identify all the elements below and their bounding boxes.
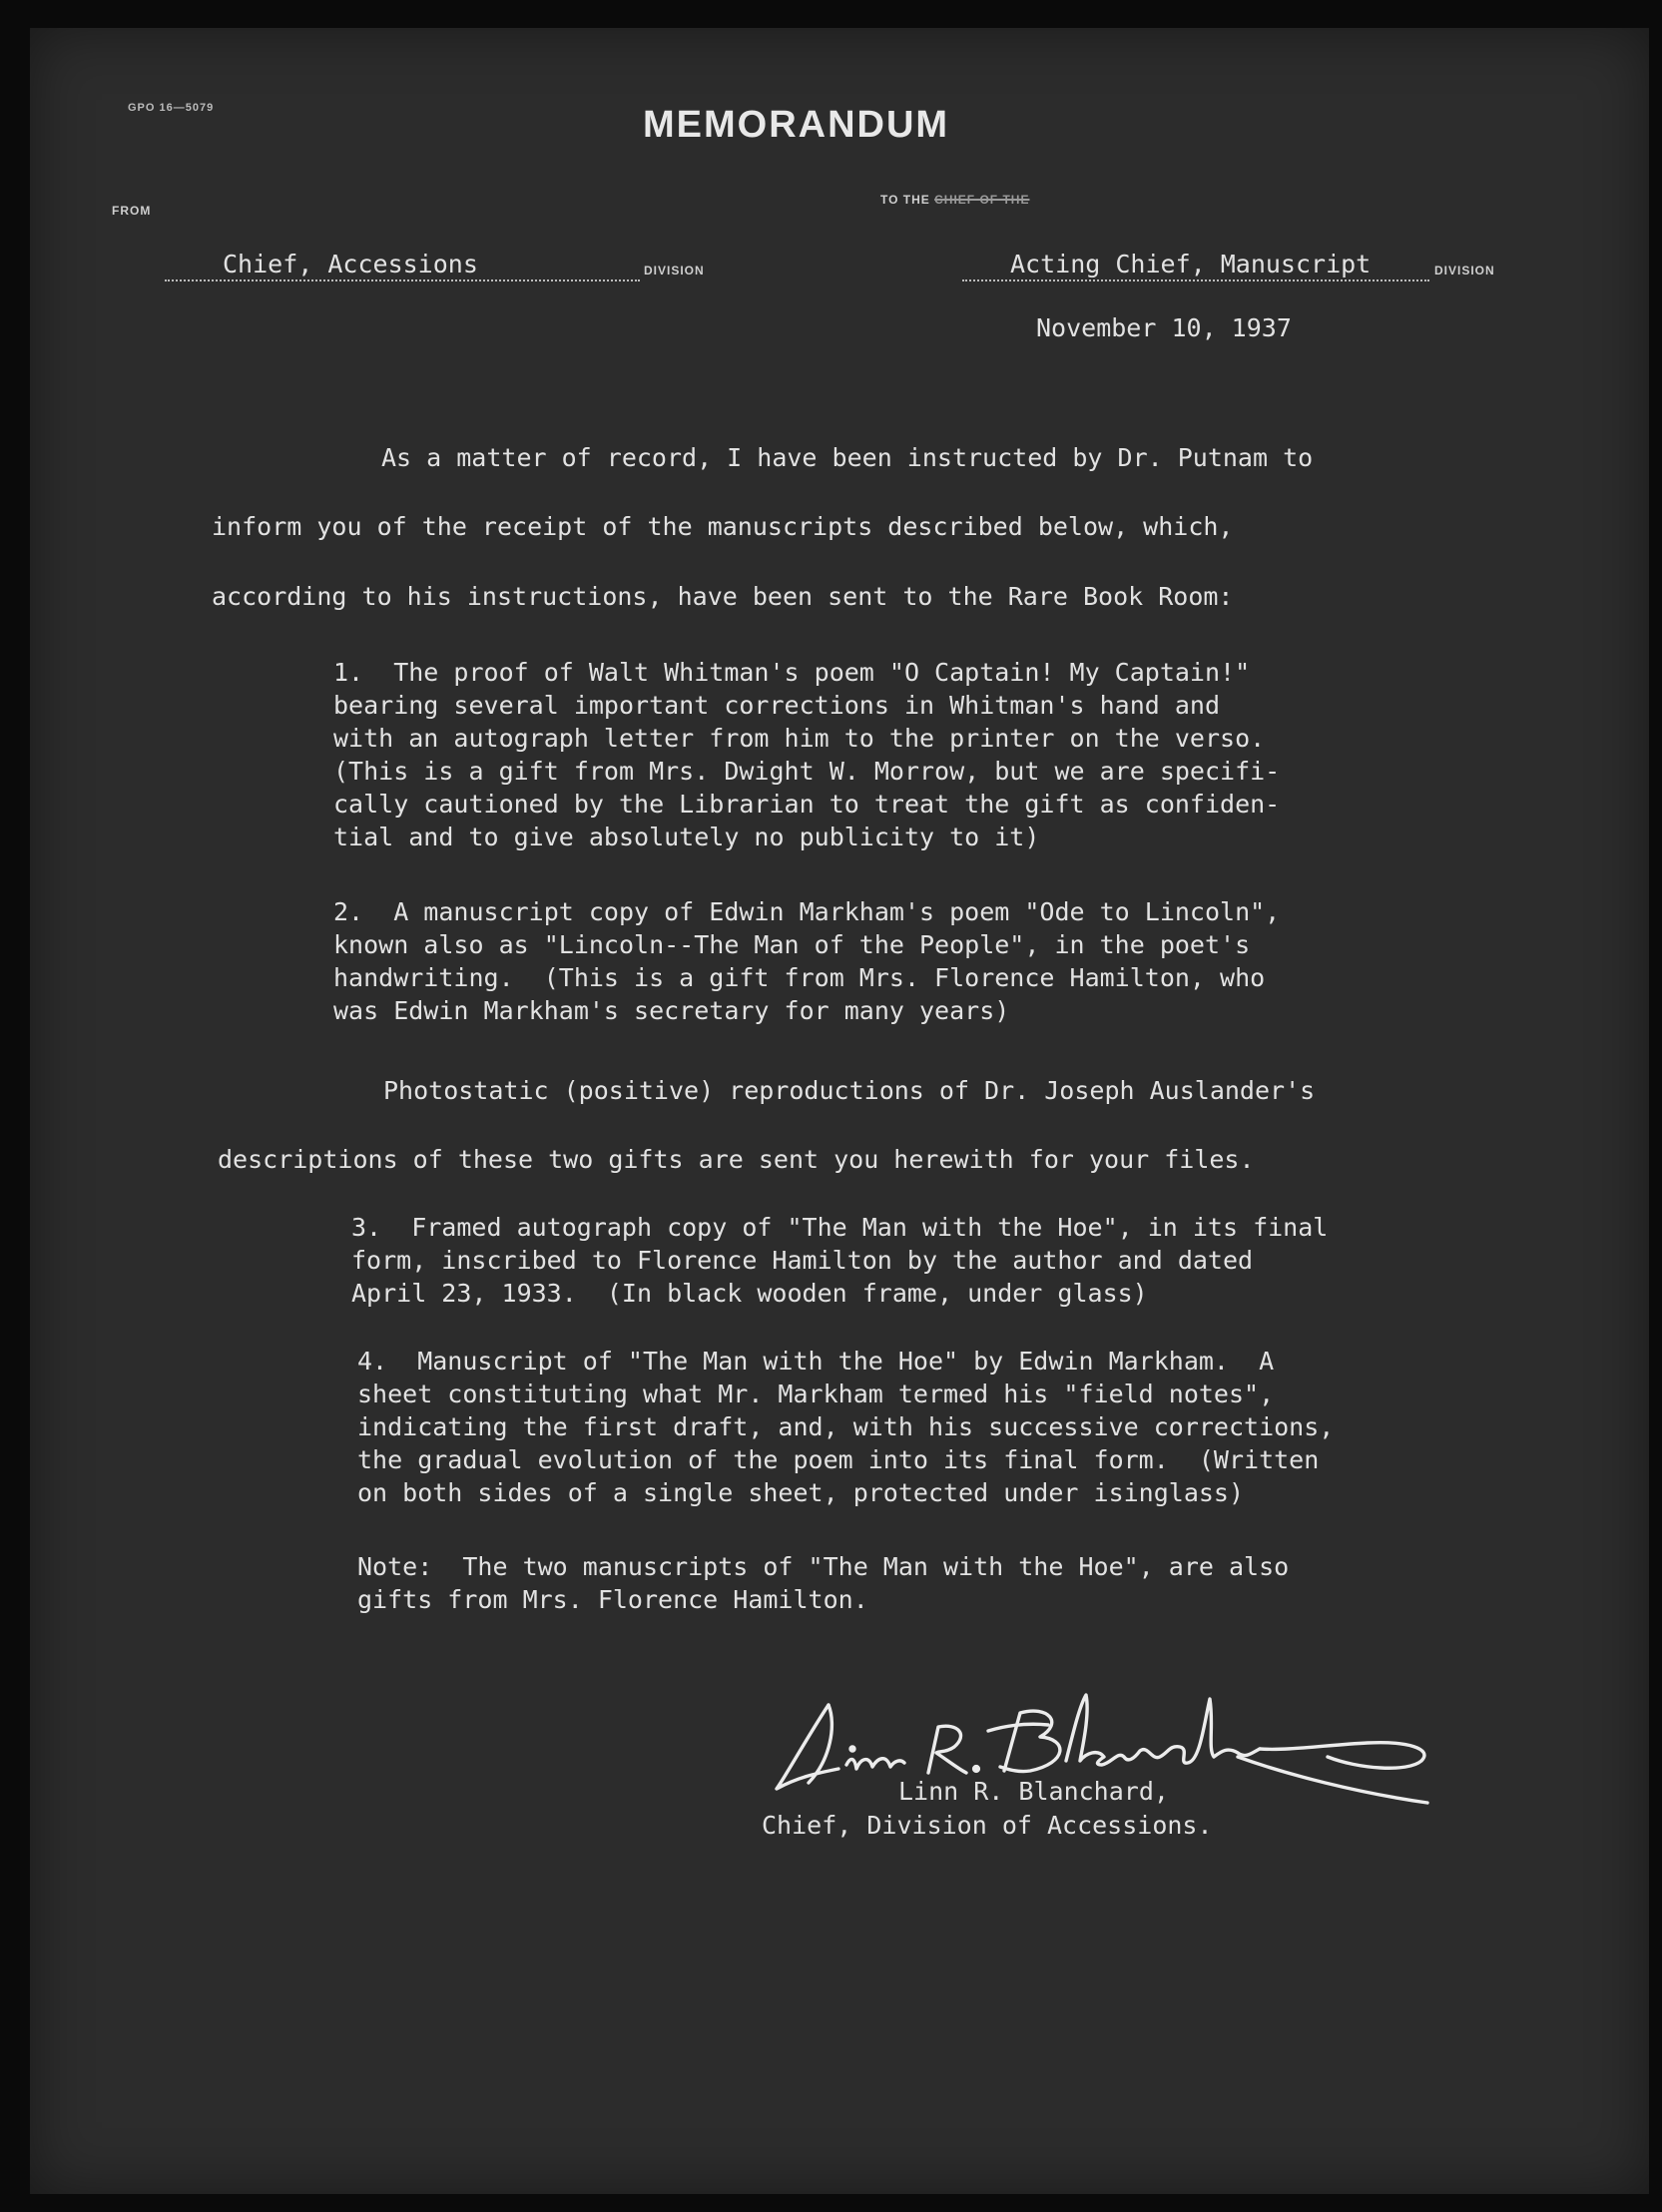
list-item-1-line: 1. The proof of Walt Whitman's poem "O Captain! My Captain!"	[333, 658, 1251, 687]
list-item-4-line: indicating the first draft, and, with his successive corrections,	[357, 1412, 1335, 1441]
list-item-1-line: tial and to give absolutely no publicity to it)	[333, 823, 1040, 851]
signatory-name: Linn R. Blanchard,	[898, 1777, 1169, 1806]
to-division-label: DIVISION	[1434, 264, 1495, 277]
form-code: GPO 16—5079	[128, 102, 215, 114]
list-item-1	[333, 656, 1280, 853]
list-item-3	[351, 1211, 1328, 1310]
list-item-4-line: on both sides of a single sheet, protected under isinglass)	[357, 1478, 1245, 1507]
list-item-2-line: known also as "Lincoln--The Man of the People", in the poet's	[333, 930, 1251, 959]
photostatic-line-2: descriptions of these two gifts are sent you herewith for your files.	[218, 1145, 1255, 1174]
list-item-4-line: sheet constituting what Mr. Markham termed his "field notes",	[357, 1380, 1275, 1408]
intro-line-2: inform you of the receipt of the manuscripts described below, which,	[212, 512, 1234, 541]
from-division-value: Chief, Accessions	[223, 250, 478, 278]
from-division-field	[165, 250, 640, 281]
list-item-2	[333, 895, 1280, 1027]
note-paragraph	[357, 1550, 1289, 1616]
list-item-2-line: handwriting. (This is a gift from Mrs. Florence Hamilton, who	[333, 963, 1266, 992]
struck-chief-of-the: CHIEF OF THE	[934, 193, 1030, 207]
memo-title: MEMORANDUM	[643, 104, 950, 146]
intro-line-3: according to his instructions, have been sent to the Rare Book Room:	[212, 582, 1234, 611]
list-item-3-line: April 23, 1933. (In black wooden frame, under glass)	[351, 1279, 1148, 1308]
list-item-3-line: form, inscribed to Florence Hamilton by the author and dated	[351, 1246, 1254, 1275]
to-label	[880, 193, 1029, 207]
to-division-value: Acting Chief, Manuscript	[1010, 250, 1372, 278]
list-item-1-line: with an autograph letter from him to the printer on the verso.	[333, 724, 1266, 753]
photostatic-line-1: Photostatic (positive) reproductions of Dr. Joseph Auslander's	[383, 1076, 1316, 1105]
note-line: gifts from Mrs. Florence Hamilton.	[357, 1585, 868, 1614]
to-division-field	[962, 250, 1429, 281]
memorandum-sheet	[30, 28, 1649, 2194]
list-item-3-line: 3. Framed autograph copy of "The Man with the Hoe", in its final	[351, 1213, 1329, 1242]
memo-date: November 10, 1937	[1036, 313, 1292, 342]
list-item-4-line: 4. Manuscript of "The Man with the Hoe" by Edwin Markham. A	[357, 1347, 1275, 1376]
list-item-1-line: (This is a gift from Mrs. Dwight W. Morrow, but we are specifi-	[333, 757, 1281, 786]
list-item-2-line: 2. A manuscript copy of Edwin Markham's poem "Ode to Lincoln",	[333, 897, 1281, 926]
from-label: FROM	[112, 204, 152, 218]
intro-line-1: As a matter of record, I have been instructed by Dr. Putnam to	[381, 443, 1314, 472]
list-item-1-line: bearing several important corrections in Whitman's hand and	[333, 691, 1221, 720]
list-item-2-line: was Edwin Markham's secretary for many years)	[333, 996, 1010, 1025]
note-line: Note: The two manuscripts of "The Man with the Hoe", are also	[357, 1552, 1290, 1581]
list-item-4	[357, 1345, 1334, 1509]
to-the-text: TO THE	[880, 193, 930, 207]
list-item-1-line: cally cautioned by the Librarian to treat the gift as confiden-	[333, 790, 1281, 819]
signatory-title: Chief, Division of Accessions.	[762, 1811, 1213, 1840]
list-item-4-line: the gradual evolution of the poem into its final form. (Written	[357, 1445, 1320, 1474]
from-division-label: DIVISION	[644, 264, 705, 277]
